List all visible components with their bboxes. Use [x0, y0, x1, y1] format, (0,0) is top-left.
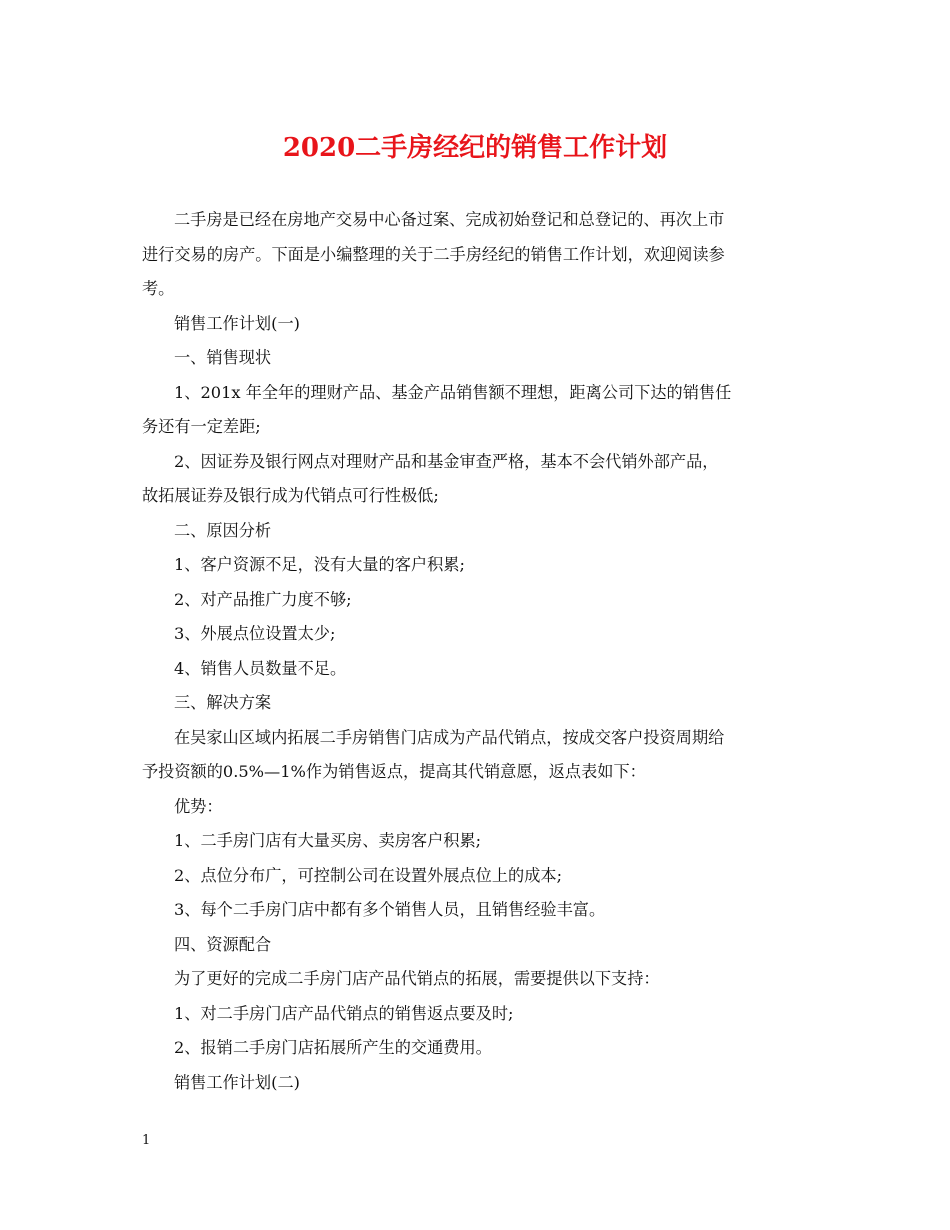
section-heading-plan-one: 销售工作计划(一) — [174, 313, 300, 333]
list-item-line: 3、外展点位设置太少; — [174, 624, 336, 643]
subheading-solution: 三、解决方案 — [174, 693, 272, 712]
list-item-line: 务还有一定差距; — [142, 417, 261, 436]
list-item-line: 1、二手房门店有大量买房、卖房客户积累; — [174, 831, 482, 850]
paragraph-line: 在吴家山区域内拓展二手房销售门店成为产品代销点，按成交客户投资周期给 — [174, 727, 725, 747]
list-item-line: 2、点位分布广，可控制公司在设置外展点位上的成本; — [174, 865, 563, 885]
page-number: 1 — [142, 1133, 151, 1148]
intro-paragraph-line: 考。 — [142, 279, 175, 298]
list-item-line: 故拓展证券及银行成为代销点可行性极低; — [142, 486, 439, 505]
list-item-line: 1、对二手房门店产品代销点的销售返点要及时; — [174, 1003, 514, 1023]
subheading-sales-status: 一、销售现状 — [174, 348, 272, 367]
subheading-cause-analysis: 二、原因分析 — [174, 520, 272, 540]
paragraph-line: 为了更好的完成二手房门店产品代销点的拓展，需要提供以下支持： — [174, 969, 660, 988]
list-item-line: 2、因证券及银行网点对理财产品和基金审查严格，基本不会代销外部产品， — [174, 451, 719, 471]
list-item-line: 1、201x 年全年的理财产品、基金产品销售额不理想，距离公司下达的销售任 — [174, 382, 732, 402]
list-item-line: 1、客户资源不足，没有大量的客户积累; — [174, 555, 465, 574]
paragraph-line: 予投资额的0.5%—1%作为销售返点，提高其代销意愿，返点表如下： — [142, 762, 646, 781]
intro-paragraph-line: 进行交易的房产。下面是小编整理的关于二手房经纪的销售工作计划，欢迎阅读参 — [142, 244, 725, 264]
intro-paragraph-line: 二手房是已经在房地产交易中心备过案、完成初始登记和总登记的、再次上市 — [174, 210, 725, 229]
list-item-line: 3、每个二手房门店中都有多个销售人员，且销售经验丰富。 — [174, 900, 606, 919]
subheading-advantages: 优势： — [174, 796, 223, 816]
subheading-resources: 四、资源配合 — [174, 934, 272, 954]
list-item-line: 4、销售人员数量不足。 — [174, 658, 347, 678]
document-body — [142, 203, 810, 1100]
list-item-line: 2、对产品推广力度不够; — [174, 589, 352, 609]
list-item-line: 2、报销二手房门店拓展所产生的交通费用。 — [174, 1038, 492, 1057]
section-heading-plan-two: 销售工作计划(二) — [174, 1072, 300, 1092]
document-title: 2020二手房经纪的销售工作计划 — [282, 133, 668, 163]
